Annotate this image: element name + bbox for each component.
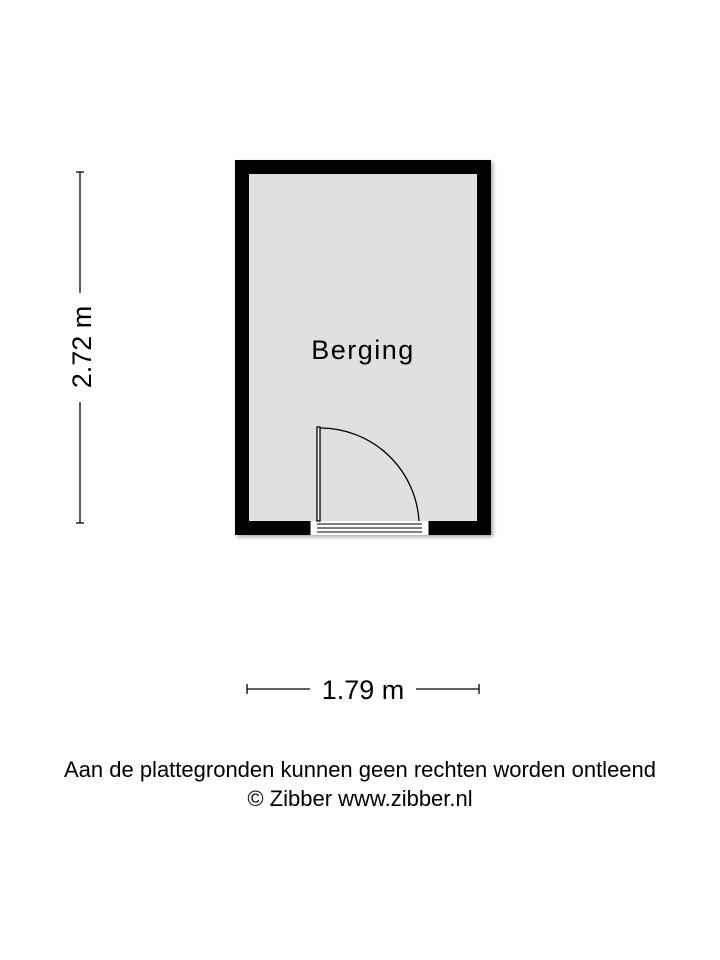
door-opening [310, 521, 429, 535]
height-dimension-label: 2.72 m [67, 305, 97, 389]
width-dimension-label: 1.79 m [321, 675, 405, 705]
room-label: Berging [311, 335, 415, 365]
door-leaf [317, 427, 320, 521]
disclaimer-text: Aan de plattegronden kunnen geen rechten worden ontleend [63, 757, 657, 782]
copyright-text: © Zibber www.zibber.nl [247, 786, 473, 811]
footer [0, 755, 720, 813]
